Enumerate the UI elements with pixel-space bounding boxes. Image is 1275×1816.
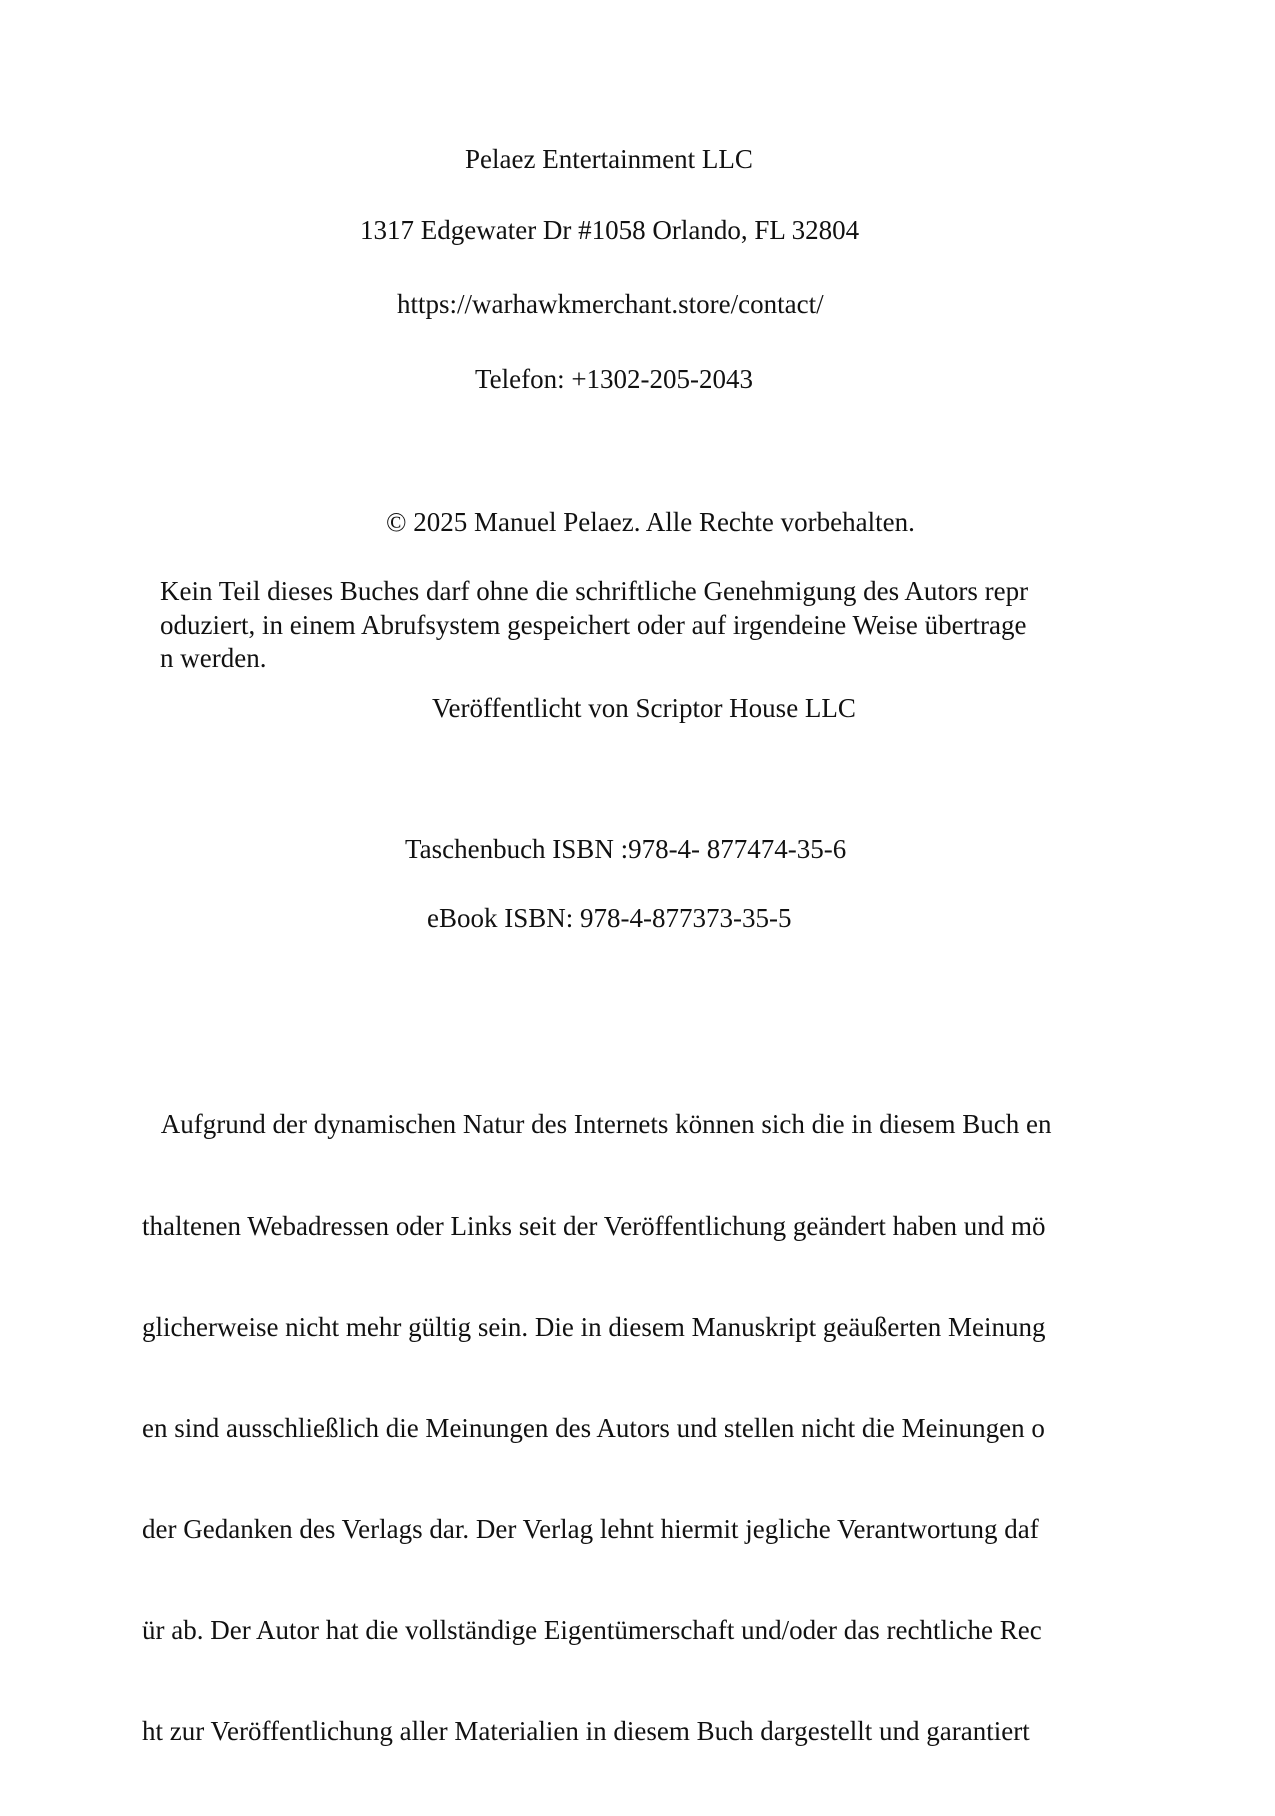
copyright-notice: © 2025 Manuel Pelaez. Alle Rechte vorbehalten.	[386, 507, 915, 537]
disclaimer-line: der Gedanken des Verlags dar. Der Verlag lehnt hiermit jegliche Verantwortung daf	[142, 1513, 1039, 1544]
published-by: Veröffentlicht von Scriptor House LLC	[432, 693, 856, 723]
disclaimer-line: thaltenen Webadressen oder Links seit der Veröffentlichung geändert haben und mö	[142, 1210, 1046, 1241]
publisher-address: 1317 Edgewater Dr #1058 Orlando, FL 32804	[360, 215, 860, 245]
publisher-phone: Telefon: +1302-205-2043	[475, 364, 754, 394]
disclaimer-line: Aufgrund der dynamischen Natur des Internets können sich die in diesem Buch en	[142, 1109, 1052, 1140]
disclaimer-paragraph	[142, 1041, 1052, 1816]
disclaimer-line: ür ab. Der Autor hat die vollständige Eigentümerschaft und/oder das rechtliche Rec	[142, 1614, 1042, 1645]
rights-paragraph	[160, 575, 1028, 676]
rights-line: Kein Teil dieses Buches darf ohne die schriftliche Genehmigung des Autors repr	[160, 576, 1029, 606]
disclaimer-line: glicherweise nicht mehr gültig sein. Die in diesem Manuskript geäußerten Meinung	[142, 1311, 1046, 1342]
disclaimer-line: en sind ausschließlich die Meinungen des Autors und stellen nicht die Meinungen o	[142, 1412, 1045, 1443]
disclaimer-line: ht zur Veröffentlichung aller Materialien in diesem Buch dargestellt und garantiert	[142, 1716, 1030, 1747]
rights-line: n werden.	[160, 643, 267, 674]
isbn-paperback: Taschenbuch ISBN :978-4- 877474-35-6	[405, 834, 847, 864]
isbn-ebook: eBook ISBN: 978-4-877373-35-5	[427, 903, 792, 933]
publisher-website: https://warhawkmerchant.store/contact/	[397, 289, 824, 319]
publisher-company: Pelaez Entertainment LLC	[465, 144, 753, 174]
rights-line: oduziert, in einem Abrufsystem gespeichert oder auf irgendeine Weise übertrage	[160, 609, 1027, 640]
